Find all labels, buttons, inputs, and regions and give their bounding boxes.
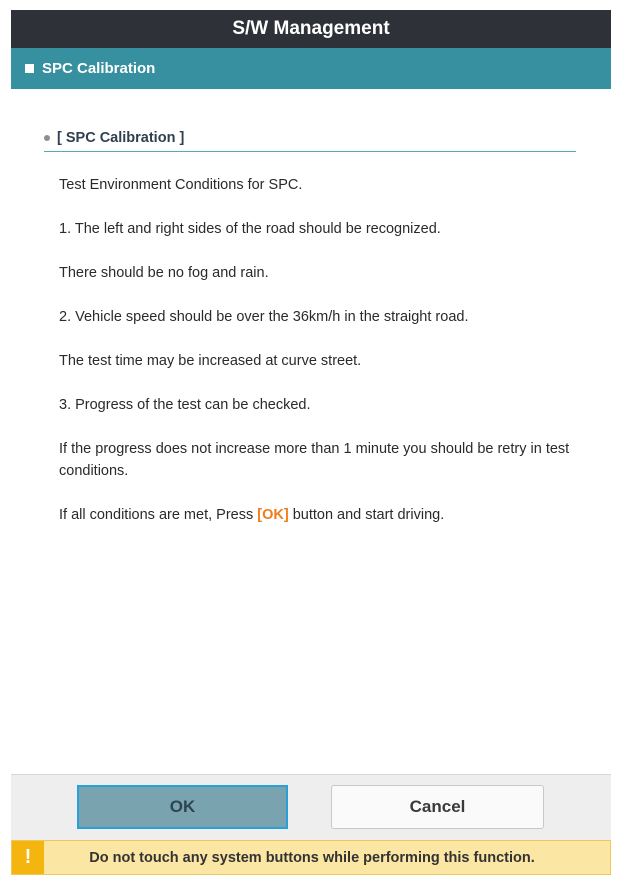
instruction-text: If all conditions are met, Press — [59, 507, 258, 523]
warning-banner — [11, 840, 611, 875]
instruction-line: The test time may be increased at curve street. — [59, 353, 362, 369]
subheader-bar — [11, 48, 611, 89]
instruction-line: There should be no fog and rain. — [59, 265, 269, 281]
dot-bullet-icon — [44, 135, 50, 141]
square-bullet-icon — [25, 64, 34, 73]
instruction-line: 2. Vehicle speed should be over the 36km/h in the straight road. — [59, 309, 469, 325]
warning-icon: ! — [12, 841, 44, 874]
instruction-line: 1. The left and right sides of the road should be recognized. — [59, 221, 441, 237]
cancel-button[interactable]: Cancel — [331, 785, 544, 829]
window-title: S/W Management — [232, 18, 390, 39]
instruction-line: Test Environment Conditions for SPC. — [59, 177, 303, 193]
warning-text: Do not touch any system buttons while performing this function. — [89, 849, 535, 866]
section-header — [44, 125, 576, 152]
instructions-body — [59, 174, 579, 526]
instruction-line: 3. Progress of the test can be checked. — [59, 397, 311, 413]
instruction-text: button and start driving. — [288, 507, 445, 523]
instruction-line: If the progress does not increase more than 1 minute you should be retry in test conditions. — [59, 441, 570, 479]
ok-button[interactable]: OK — [77, 785, 288, 829]
instruction-line — [59, 504, 579, 526]
subheader-title: SPC Calibration — [42, 60, 156, 77]
button-bar — [11, 774, 611, 840]
section-title: [ SPC Calibration ] — [57, 130, 185, 146]
window-title-bar — [11, 10, 611, 48]
ok-highlight-text: [OK] — [257, 507, 289, 523]
